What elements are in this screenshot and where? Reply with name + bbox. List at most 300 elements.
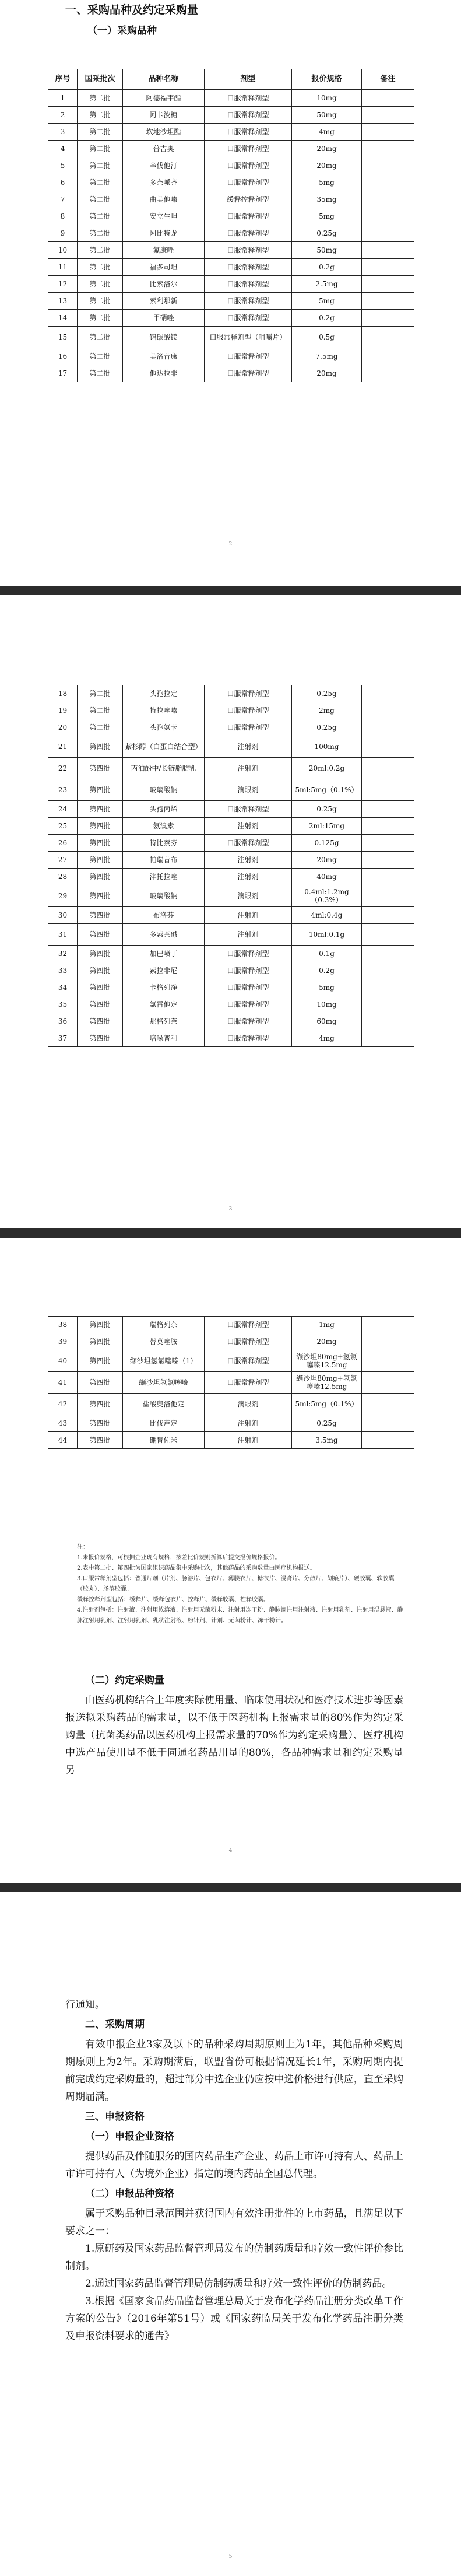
table-cell: 曲美他嗪 xyxy=(123,191,205,208)
table-cell: 第二批 xyxy=(78,327,123,348)
table-cell: 第四批 xyxy=(78,907,123,924)
table-cell xyxy=(362,801,414,818)
procurement-table-part-1 xyxy=(48,69,414,382)
table-cell: 第四批 xyxy=(78,886,123,907)
table-cell: 口服常释剂型 xyxy=(205,1334,292,1350)
table-row xyxy=(48,276,414,293)
note-line: 3.口服常释剂型包括：普通片剂（片剂、肠溶片、包衣片、薄膜衣片、糖衣片、浸膏片、分散片、划痕片）、硬胶囊、软胶囊（胶丸）、肠溶胶囊。 xyxy=(77,1576,395,1592)
table-cell: 5mg xyxy=(292,174,362,191)
paragraph: 3.根据《国家食品药品监督管理总局关于发布化学药品注册分类改革工作方案的公告》（2016年第51号）或《国家药监局关于发布化学药品注册分类及申报资料要求的通告》 xyxy=(65,2295,403,2342)
table-cell xyxy=(362,946,414,963)
table-cell: 第二批 xyxy=(78,225,123,242)
table-cell: 22 xyxy=(48,758,78,779)
table-cell: 滴眼剂 xyxy=(205,1394,292,1415)
table-cell: 10mg xyxy=(292,90,362,107)
table-cell: 坎地沙坦酯 xyxy=(123,124,205,141)
table-cell: 第二批 xyxy=(78,107,123,124)
table-cell: 头孢氨苄 xyxy=(123,719,205,736)
table-cell xyxy=(362,141,414,158)
table-cell: 34 xyxy=(48,979,78,996)
table-row xyxy=(48,1394,414,1415)
table-cell: 口服常释剂型 xyxy=(205,1013,292,1030)
table-cell: 20mg xyxy=(292,158,362,174)
table-row xyxy=(48,801,414,818)
table-cell: 注射剂 xyxy=(205,869,292,886)
table-cell: 第二批 xyxy=(78,141,123,158)
table-cell: 4ml:0.4g xyxy=(292,907,362,924)
table-notes xyxy=(77,1542,403,1626)
table-row xyxy=(48,736,414,758)
table-cell xyxy=(362,158,414,174)
table-cell: 氨溴索 xyxy=(123,818,205,835)
table-cell xyxy=(362,1350,414,1372)
table-cell: 50mg xyxy=(292,107,362,124)
table-cell: 培哚普利 xyxy=(123,1030,205,1047)
table-cell: 口服常释剂型 xyxy=(205,801,292,818)
table-cell: 美洛昔康 xyxy=(123,348,205,365)
table-row xyxy=(48,1334,414,1350)
table-cell xyxy=(362,208,414,225)
page-number: 2 xyxy=(228,541,233,547)
table-cell: 特比萘芬 xyxy=(123,835,205,852)
table-cell: 4mg xyxy=(292,124,362,141)
table-cell: 5ml:5mg（0.1%） xyxy=(292,779,362,801)
table-cell: 比索洛尔 xyxy=(123,276,205,293)
table-cell: 0.4ml:1.2mg（0.3%） xyxy=(292,886,362,907)
table-row xyxy=(48,1317,414,1334)
table-cell: 1 xyxy=(48,90,78,107)
table-cell: 28 xyxy=(48,869,78,886)
table-cell: 13 xyxy=(48,293,78,310)
table-cell: 那格列奈 xyxy=(123,1013,205,1030)
table-row xyxy=(48,293,414,310)
table-cell: 口服常释剂型 xyxy=(205,259,292,276)
table-cell xyxy=(362,293,414,310)
table-cell: 氟康唑 xyxy=(123,242,205,259)
table-cell: 第二批 xyxy=(78,293,123,310)
table-cell: 10mg xyxy=(292,996,362,1013)
table-cell xyxy=(362,1372,414,1394)
table-row xyxy=(48,158,414,174)
table-cell xyxy=(362,886,414,907)
table-row xyxy=(48,327,414,348)
table-row xyxy=(48,907,414,924)
table-cell: 第四批 xyxy=(78,1030,123,1047)
table-cell xyxy=(362,685,414,702)
paragraph: 2.通过国家药品监督管理局仿制药质量和疗效一致性评价的仿制药品。 xyxy=(85,2278,392,2290)
table-cell: 多索茶碱 xyxy=(123,924,205,946)
table-cell: 0.125g xyxy=(292,835,362,852)
procurement-table-part-3 xyxy=(48,1316,414,1449)
page-divider xyxy=(0,586,461,595)
table-cell: 阿比特龙 xyxy=(123,225,205,242)
table-cell: 氯雷他定 xyxy=(123,996,205,1013)
table-cell: 硼替佐米 xyxy=(123,1432,205,1449)
table-cell xyxy=(362,259,414,276)
table-cell: 2 xyxy=(48,107,78,124)
table-cell: 口服常释剂型 xyxy=(205,90,292,107)
table-cell: 瑞格列奈 xyxy=(123,1317,205,1334)
table-cell: 安立生坦 xyxy=(123,208,205,225)
table-cell: 紫杉醇（白蛋白结合型） xyxy=(123,736,205,758)
table-cell: 2ml:15mg xyxy=(292,818,362,835)
table-cell: 第二批 xyxy=(78,702,123,719)
table-cell: 注射剂 xyxy=(205,818,292,835)
table-cell: 15 xyxy=(48,327,78,348)
table-cell: 37 xyxy=(48,1030,78,1047)
table-cell: 缬沙坦80mg+氢氯噻嗪12.5mg xyxy=(292,1350,362,1372)
table-cell xyxy=(362,310,414,327)
table-cell: 31 xyxy=(48,924,78,946)
table-row xyxy=(48,1030,414,1047)
table-cell: 注射剂 xyxy=(205,852,292,869)
table-cell: 40 xyxy=(48,1350,78,1372)
table-row xyxy=(48,107,414,124)
column-header: 品种名称 xyxy=(123,69,205,90)
table-row xyxy=(48,348,414,365)
table-cell: 第二批 xyxy=(78,310,123,327)
table-cell: 0.25g xyxy=(292,801,362,818)
table-row xyxy=(48,124,414,141)
table-cell xyxy=(362,107,414,124)
page-1 xyxy=(0,0,461,583)
table-cell xyxy=(362,1415,414,1432)
table-cell: 7 xyxy=(48,191,78,208)
table-cell: 口服常释剂型 xyxy=(205,719,292,736)
table-cell: 0.2g xyxy=(292,259,362,276)
table-cell: 44 xyxy=(48,1432,78,1449)
table-cell: 0.2g xyxy=(292,963,362,979)
table-cell: 第四批 xyxy=(78,1317,123,1334)
table-cell: 32 xyxy=(48,946,78,963)
table-cell xyxy=(362,719,414,736)
table-cell: 注射剂 xyxy=(205,1432,292,1449)
table-cell: 21 xyxy=(48,736,78,758)
table-cell: 26 xyxy=(48,835,78,852)
table-cell: 第四批 xyxy=(78,1350,123,1372)
table-cell xyxy=(362,963,414,979)
table-cell: 注射剂 xyxy=(205,924,292,946)
table-cell: 第二批 xyxy=(78,365,123,382)
table-cell: 20mg xyxy=(292,852,362,869)
table-cell: 索利那新 xyxy=(123,293,205,310)
table-cell: 第四批 xyxy=(78,801,123,818)
table-cell: 35 xyxy=(48,996,78,1013)
table-row xyxy=(48,886,414,907)
table-cell: 2mg xyxy=(292,702,362,719)
table-cell: 口服常释剂型 xyxy=(205,1372,292,1394)
table-cell: 第四批 xyxy=(78,1013,123,1030)
note-line: 4.注射剂包括：注射液、注射用浓溶液、注射用无菌粉末、注射用冻干粉、静脉滴注用注射液、注射用乳剂、注射用混悬液、静脉注射用乳剂、注射用乳剂、乳状注射液、粉针剂、针剂、无菌粉针、冻干粉针。 xyxy=(77,1607,403,1624)
table-cell: 18 xyxy=(48,685,78,702)
table-row xyxy=(48,365,414,382)
table-row xyxy=(48,818,414,835)
table-row xyxy=(48,758,414,779)
table-cell: 38 xyxy=(48,1317,78,1334)
paragraph: 行通知。 xyxy=(65,1999,105,2011)
table-cell: 口服常释剂型 xyxy=(205,979,292,996)
page-2 xyxy=(0,595,461,1227)
table-cell: 口服常释剂型 xyxy=(205,1317,292,1334)
table-cell: 口服常释剂型 xyxy=(205,225,292,242)
table-cell: 25 xyxy=(48,818,78,835)
table-cell xyxy=(362,979,414,996)
table-cell xyxy=(362,852,414,869)
table-row xyxy=(48,685,414,702)
table-cell: 头孢拉定 xyxy=(123,685,205,702)
paragraph: 属于采购品种目录范围并获得国内有效注册批件的上市药品，且满足以下要求之一： xyxy=(65,2208,403,2237)
table-cell: 29 xyxy=(48,886,78,907)
table-cell: 替莫唑胺 xyxy=(123,1334,205,1350)
table-cell: 30 xyxy=(48,907,78,924)
table-row xyxy=(48,719,414,736)
table-cell: 4mg xyxy=(292,1030,362,1047)
table-cell: 滴眼剂 xyxy=(205,886,292,907)
table-cell: 11 xyxy=(48,259,78,276)
page-number: 5 xyxy=(228,2554,233,2560)
table-cell: 比伐芦定 xyxy=(123,1415,205,1432)
table-cell: 索拉非尼 xyxy=(123,963,205,979)
note-line: 缓释控释剂型包括：缓释片、缓释包衣片、控释片、缓释胶囊、控释胶囊。 xyxy=(77,1597,269,1603)
table-cell: 20mg xyxy=(292,141,362,158)
table-cell: 口服常释剂型 xyxy=(205,963,292,979)
paragraph: 由医药机构结合上年度实际使用量、临床使用状况和医疗技术进步等因素报送拟采购药品的需求量，以不低于医药机构上报需求量的80%作为约定采购量（抗菌类药品以医药机构上报需求量的70%作为约定采购量）、医疗机构中选产品使用量不低于同通名药品用量的80%，各品种需求量和约定采购量另 xyxy=(65,1695,403,1776)
table-cell: 33 xyxy=(48,963,78,979)
table-row xyxy=(48,946,414,963)
table-cell: 8 xyxy=(48,208,78,225)
table-cell: 第四批 xyxy=(78,1432,123,1449)
table-header-row xyxy=(48,69,414,90)
table-cell: 5mg xyxy=(292,208,362,225)
table-cell: 缬沙坦氢氯噻嗪（1） xyxy=(123,1350,205,1372)
table-cell: 普吉奥 xyxy=(123,141,205,158)
table-cell: 第四批 xyxy=(78,779,123,801)
table-cell xyxy=(362,1030,414,1047)
table-cell: 10 xyxy=(48,242,78,259)
table-cell: 注射剂 xyxy=(205,907,292,924)
table-cell: 注射剂 xyxy=(205,1415,292,1432)
table-cell: 1mg xyxy=(292,1317,362,1334)
table-cell: 第四批 xyxy=(78,736,123,758)
table-cell: 第二批 xyxy=(78,685,123,702)
page-divider xyxy=(0,1228,461,1238)
table-cell: 丙泊酚中/长链脂肪乳 xyxy=(123,758,205,779)
section-heading: 二、采购周期 xyxy=(85,2019,145,2031)
table-cell: 19 xyxy=(48,702,78,719)
table-cell: 20 xyxy=(48,719,78,736)
table-cell: 5mg xyxy=(292,979,362,996)
table-cell xyxy=(362,996,414,1013)
table-cell: 第二批 xyxy=(78,208,123,225)
table-cell: 缓释控释剂型 xyxy=(205,191,292,208)
section-heading: 三、申报资格 xyxy=(85,2111,145,2123)
table-cell xyxy=(362,736,414,758)
body-text-page-3 xyxy=(65,1670,403,1779)
table-cell: 3 xyxy=(48,124,78,141)
table-cell: 特拉唑嗪 xyxy=(123,702,205,719)
note-line: 1.未报价规格，可根据企业现有规格，按差比价规则折算后提交报价规格报价。 xyxy=(77,1555,281,1561)
table-cell: 41 xyxy=(48,1372,78,1394)
table-cell xyxy=(362,348,414,365)
column-header: 国采批次 xyxy=(78,69,123,90)
table-cell: 20mg xyxy=(292,365,362,382)
table-cell: 第二批 xyxy=(78,191,123,208)
table-cell xyxy=(362,1317,414,1334)
table-cell: 口服常释剂型（咀嚼片） xyxy=(205,327,292,348)
table-cell: 0.25g xyxy=(292,719,362,736)
subsection-heading: （二）申报品种资格 xyxy=(85,2188,174,2200)
table-cell xyxy=(362,225,414,242)
table-cell: 玻璃酸钠 xyxy=(123,886,205,907)
table-row xyxy=(48,963,414,979)
table-cell: 第二批 xyxy=(78,124,123,141)
subsection-heading: （二）约定采购量 xyxy=(85,1675,164,1686)
table-cell: 多奈哌齐 xyxy=(123,174,205,191)
table-cell: 第二批 xyxy=(78,242,123,259)
table-cell: 24 xyxy=(48,801,78,818)
table-row xyxy=(48,779,414,801)
table-cell: 口服常释剂型 xyxy=(205,946,292,963)
table-cell: 注射剂 xyxy=(205,758,292,779)
table-cell: 第四批 xyxy=(78,1415,123,1432)
procurement-table-part-2 xyxy=(48,685,414,1047)
table-cell: 3.5mg xyxy=(292,1432,362,1449)
table-row xyxy=(48,225,414,242)
table-cell: 12 xyxy=(48,276,78,293)
table-cell xyxy=(362,702,414,719)
table-cell: 0.2g xyxy=(292,310,362,327)
table-cell: 4 xyxy=(48,141,78,158)
table-cell: 36 xyxy=(48,1013,78,1030)
table-cell: 第四批 xyxy=(78,946,123,963)
table-cell: 口服常释剂型 xyxy=(205,348,292,365)
table-row xyxy=(48,174,414,191)
table-row xyxy=(48,141,414,158)
table-cell: 第四批 xyxy=(78,963,123,979)
table-cell: 0.5g xyxy=(292,327,362,348)
table-cell: 盐酸奥洛他定 xyxy=(123,1394,205,1415)
table-cell: 20mg xyxy=(292,1334,362,1350)
table-cell xyxy=(362,191,414,208)
table-cell: 缬沙坦80mg+氢氯噻嗪12.5mg xyxy=(292,1372,362,1394)
table-row xyxy=(48,979,414,996)
table-row xyxy=(48,1372,414,1394)
table-cell: 0.1g xyxy=(292,946,362,963)
table-cell: 23 xyxy=(48,779,78,801)
table-cell: 第四批 xyxy=(78,924,123,946)
table-row xyxy=(48,208,414,225)
table-row xyxy=(48,835,414,852)
table-cell: 头孢丙烯 xyxy=(123,801,205,818)
table-cell: 10ml:0.1g xyxy=(292,924,362,946)
table-cell: 43 xyxy=(48,1415,78,1432)
page-4 xyxy=(0,1892,461,2576)
table-cell xyxy=(362,924,414,946)
table-cell: 第四批 xyxy=(78,818,123,835)
subsection-heading: （一）申报企业资格 xyxy=(85,2131,174,2143)
table-cell xyxy=(362,242,414,259)
table-cell: 口服常释剂型 xyxy=(205,1350,292,1372)
table-cell: 第四批 xyxy=(78,996,123,1013)
table-cell: 口服常释剂型 xyxy=(205,208,292,225)
table-cell: 第四批 xyxy=(78,835,123,852)
table-cell: 滴眼剂 xyxy=(205,779,292,801)
table-cell: 卡格列净 xyxy=(123,979,205,996)
table-cell: 第四批 xyxy=(78,979,123,996)
table-cell: 口服常释剂型 xyxy=(205,310,292,327)
table-cell: 6 xyxy=(48,174,78,191)
table-cell: 帕瑞昔布 xyxy=(123,852,205,869)
table-cell xyxy=(362,1394,414,1415)
table-cell: 7.5mg xyxy=(292,348,362,365)
table-cell: 玻璃酸钠 xyxy=(123,779,205,801)
table-cell: 100mg xyxy=(292,736,362,758)
note-line: 2.表中第二批、第四批为国家组织药品集中采购批次，其他药品的采购数量由医疗机构报送。 xyxy=(77,1565,316,1572)
table-cell: 20ml:0.2g xyxy=(292,758,362,779)
table-cell: 口服常释剂型 xyxy=(205,702,292,719)
table-cell xyxy=(362,327,414,348)
page-number: 4 xyxy=(228,1848,233,1854)
table-cell: 5mg xyxy=(292,293,362,310)
table-cell: 布洛芬 xyxy=(123,907,205,924)
table-cell: 第二批 xyxy=(78,90,123,107)
table-cell: 35mg xyxy=(292,191,362,208)
table-row xyxy=(48,1350,414,1372)
table-cell xyxy=(362,1334,414,1350)
table-cell: 口服常释剂型 xyxy=(205,124,292,141)
table-cell: 50mg xyxy=(292,242,362,259)
subsection-heading: （一）采购品种 xyxy=(87,25,157,37)
table-cell xyxy=(362,758,414,779)
table-cell xyxy=(362,276,414,293)
body-text-page-4 xyxy=(65,1996,403,2345)
table-cell: 5 xyxy=(48,158,78,174)
table-cell: 口服常释剂型 xyxy=(205,174,292,191)
section-heading: 一、采购品种及约定采购量 xyxy=(65,4,199,16)
table-cell: 口服常释剂型 xyxy=(205,242,292,259)
table-row xyxy=(48,869,414,886)
paragraph: 1.原研药及国家药品监督管理局发布的仿制药质量和疗效一致性评价参比制剂。 xyxy=(65,2243,403,2272)
table-row xyxy=(48,191,414,208)
note-line: 注： xyxy=(77,1544,89,1550)
table-cell: 第四批 xyxy=(78,1394,123,1415)
table-cell: 9 xyxy=(48,225,78,242)
table-cell xyxy=(362,1432,414,1449)
table-cell xyxy=(362,818,414,835)
paragraph: 提供药品及伴随服务的国内药品生产企业、药品上市许可持有人、药品上市许可持有人（为境外企业）指定的境内药品全国总代理。 xyxy=(65,2151,403,2180)
table-row xyxy=(48,310,414,327)
table-cell: 阿卡波糖 xyxy=(123,107,205,124)
table-cell xyxy=(362,365,414,382)
table-cell: 第四批 xyxy=(78,852,123,869)
table-cell: 16 xyxy=(48,348,78,365)
table-cell: 0.25g xyxy=(292,1415,362,1432)
table-row xyxy=(48,90,414,107)
table-cell: 注射剂 xyxy=(205,736,292,758)
table-cell xyxy=(362,869,414,886)
table-cell: 第四批 xyxy=(78,1372,123,1394)
table-cell: 17 xyxy=(48,365,78,382)
page-3 xyxy=(0,1238,461,1882)
page-number: 3 xyxy=(228,1206,233,1212)
column-header: 报价规格 xyxy=(292,69,362,90)
page-divider xyxy=(0,1883,461,1892)
table-cell: 缬沙坦氢氯噻嗪 xyxy=(123,1372,205,1394)
table-cell: 第二批 xyxy=(78,158,123,174)
table-row xyxy=(48,1432,414,1449)
table-row xyxy=(48,924,414,946)
table-cell xyxy=(362,90,414,107)
